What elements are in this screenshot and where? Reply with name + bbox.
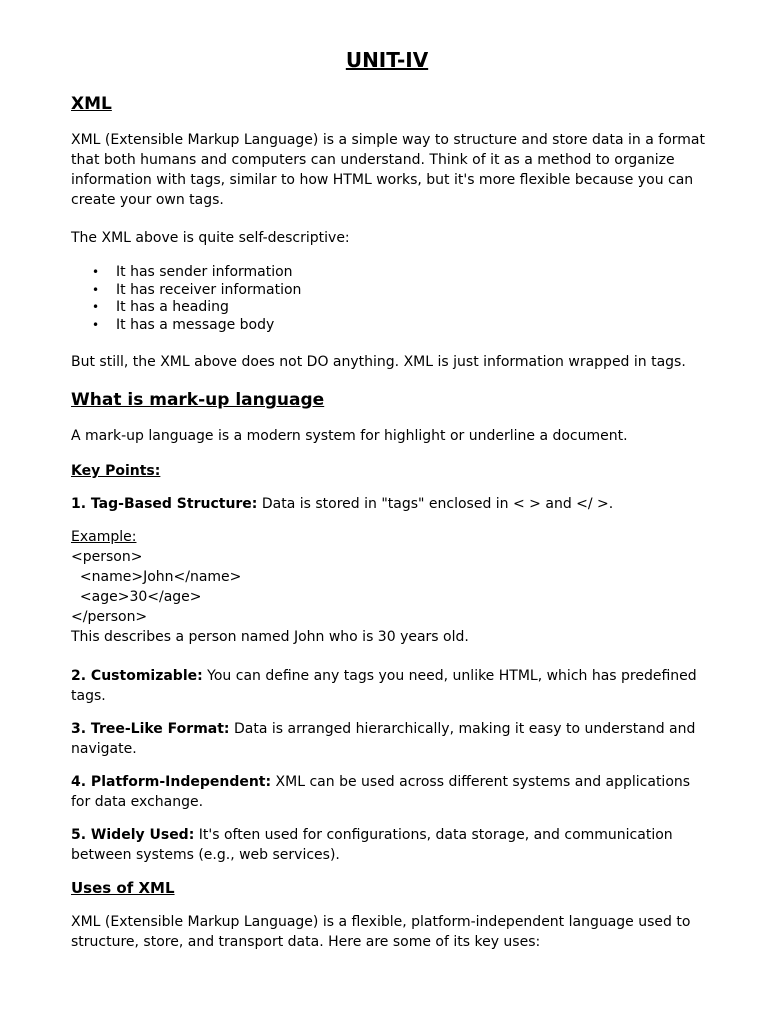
list-item: • It has receiver information [71, 282, 301, 300]
bullet-list [71, 264, 301, 335]
uses-intro-line-1: XML (Extensible Markup Language) is a flexible, platform-independent language used to [71, 914, 691, 930]
but-still-text: But still, the XML above does not DO anything. XML is just information wrapped in tags. [71, 354, 686, 370]
list-item: • It has a heading [71, 299, 301, 317]
key-point-5-cont: between systems (e.g., web services). [71, 847, 340, 863]
key-point-text: Data is arranged hierarchically, making it easy to understand and [229, 721, 696, 737]
key-point-label: 2. Customizable: [71, 668, 203, 684]
example-label: Example: [71, 529, 137, 545]
uses-intro-line-2: structure, store, and transport data. Here are some of its key uses: [71, 934, 541, 950]
key-point-2-cont: tags. [71, 688, 106, 704]
intro-line-2: that both humans and computers can understand. Think of it as a method to organize [71, 152, 675, 168]
xml-heading: XML [71, 94, 112, 114]
key-point-5 [71, 825, 673, 845]
key-point-2 [71, 666, 697, 686]
intro-line-4: create your own tags. [71, 192, 224, 208]
key-point-1 [71, 494, 613, 514]
self-descriptive-text: The XML above is quite self-descriptive: [71, 230, 350, 246]
markup-heading: What is mark-up language [71, 390, 325, 410]
key-point-4 [71, 772, 690, 792]
key-point-label: 1. Tag-Based Structure: [71, 496, 258, 512]
list-item: • It has sender information [71, 264, 301, 282]
key-point-label: 4. Platform-Independent: [71, 774, 272, 790]
intro-line-3: information with tags, similar to how HTML works, but it's more flexible because you can [71, 172, 694, 188]
key-points-heading: Key Points: [71, 463, 161, 479]
intro-line-1: XML (Extensible Markup Language) is a simple way to structure and store data in a format [71, 132, 705, 148]
key-point-text: Data is stored in "tags" enclosed in < > and </ >. [257, 496, 614, 512]
page-title: UNIT-IV [345, 48, 429, 72]
code-line: <age>30</age> [71, 589, 202, 605]
key-point-label: 5. Widely Used: [71, 827, 195, 843]
key-point-text: It's often used for configurations, data storage, and communication [194, 827, 673, 843]
markup-definition: A mark-up language is a modern system for highlight or underline a document. [71, 428, 628, 444]
code-line: <person> [71, 549, 143, 565]
key-point-text: XML can be used across different systems and applications [271, 774, 691, 790]
key-point-label: 3. Tree-Like Format: [71, 721, 230, 737]
key-point-3-cont: navigate. [71, 741, 137, 757]
key-point-text: You can define any tags you need, unlike HTML, which has predefined [202, 668, 697, 684]
key-point-4-cont: for data exchange. [71, 794, 204, 810]
example-description: This describes a person named John who is 30 years old. [71, 629, 469, 645]
code-line: </person> [71, 609, 148, 625]
code-line: <name>John</name> [71, 569, 242, 585]
uses-heading: Uses of XML [71, 879, 175, 897]
key-point-3 [71, 719, 695, 739]
list-item: • It has a message body [71, 317, 301, 335]
